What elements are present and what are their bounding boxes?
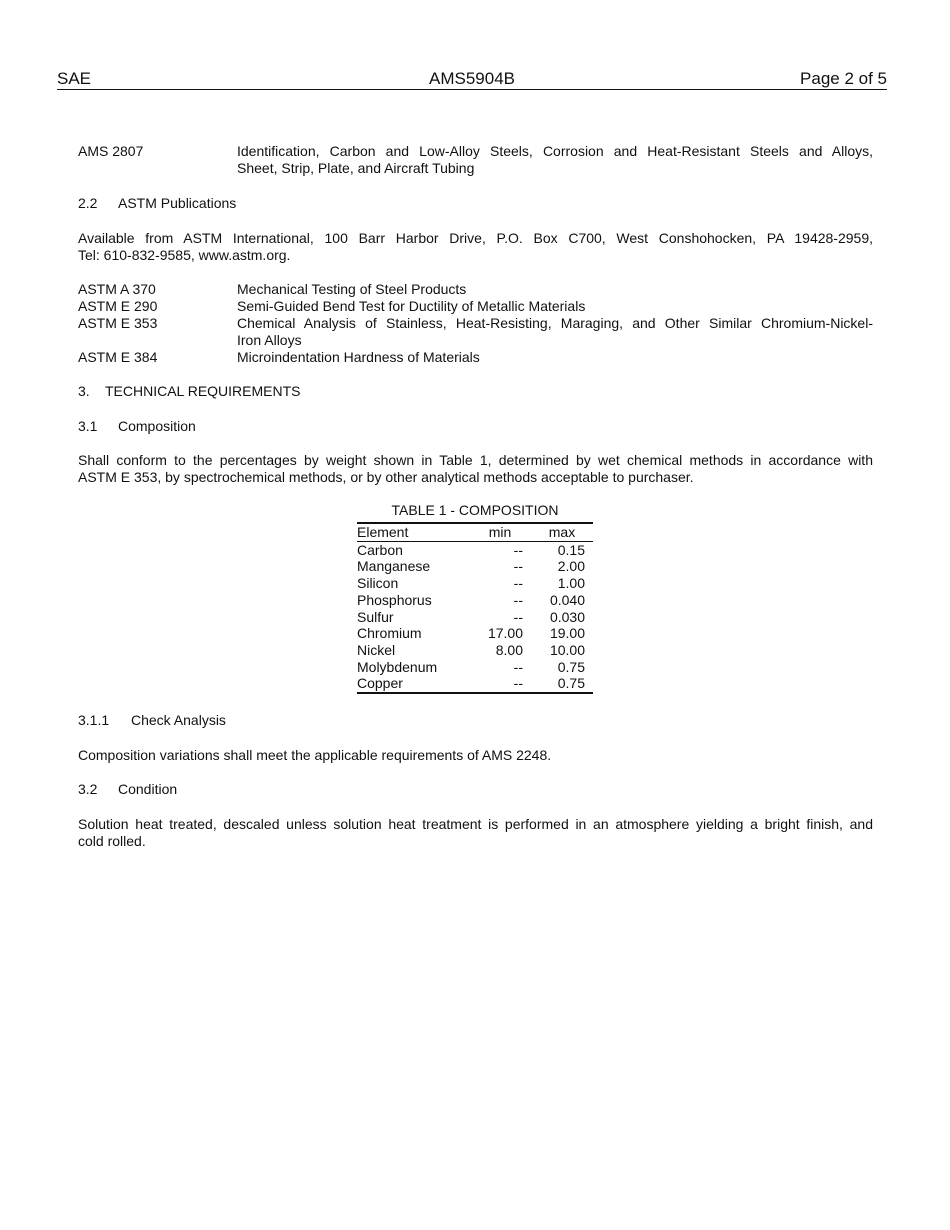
- max-cell: 10.00: [549, 641, 585, 658]
- element-cell: Manganese: [357, 558, 431, 575]
- table-row: [357, 659, 593, 676]
- reference-title-line: Iron Alloys: [237, 332, 302, 348]
- astm-availability: [78, 230, 873, 264]
- max-cell: 2.00: [557, 558, 585, 575]
- section-number: 3.1.1: [78, 712, 110, 728]
- paragraph-line: Shall conform to the percentages by weight shown in Table 1, determined by wet chemical methods in accordance with: [78, 452, 873, 468]
- min-cell: --: [473, 675, 535, 693]
- reference-ams-2807: [78, 143, 873, 179]
- composition-paragraph: [78, 452, 873, 486]
- element-cell: Sulfur: [357, 608, 394, 625]
- reference-code: ASTM E 384: [78, 349, 158, 365]
- min-cell: --: [513, 608, 523, 625]
- paragraph-line: cold rolled.: [78, 833, 146, 849]
- min-cell: 8.00: [495, 641, 523, 658]
- composition-table: [357, 501, 593, 694]
- max-cell: 19.00: [549, 625, 585, 642]
- table-header-row: [357, 524, 593, 541]
- table-row: [357, 642, 593, 659]
- max-cell: 1.00: [557, 575, 585, 592]
- reference-code: ASTM E 290: [78, 298, 158, 314]
- table-grid: [357, 524, 593, 694]
- element-cell: Nickel: [357, 641, 396, 658]
- page-header: [57, 69, 887, 90]
- max-cell: 0.75: [535, 675, 593, 693]
- reference-title-line: Chemical Analysis of Stainless, Heat-Resisting, Maraging, and Other Similar Chromium-Nickel-: [237, 315, 873, 331]
- max-cell: 0.15: [557, 541, 585, 558]
- table-title: TABLE 1 - COMPOSITION: [357, 501, 593, 524]
- section-heading-3: [78, 383, 873, 400]
- section-title: ASTM Publications: [118, 195, 237, 211]
- reference-title: [237, 315, 873, 349]
- table-row: [357, 558, 593, 575]
- element-cell: Copper: [357, 675, 473, 693]
- availability-line: Available from ASTM International, 100 Barr Harbor Drive, P.O. Box C700, West Conshohocken, PA 19428-2959,: [78, 230, 873, 246]
- min-cell: --: [513, 658, 523, 675]
- paragraph-line: Composition variations shall meet the applicable requirements of AMS 2248.: [78, 747, 552, 763]
- min-cell: 17.00: [487, 625, 523, 642]
- element-cell: Silicon: [357, 575, 399, 592]
- table-row: [357, 575, 593, 592]
- section-title: Composition: [118, 418, 196, 434]
- min-cell: --: [513, 575, 523, 592]
- element-cell: Phosphorus: [357, 591, 432, 608]
- min-cell: --: [513, 558, 523, 575]
- table-row: [357, 609, 593, 626]
- header-page-number: Page 2 of 5: [800, 69, 887, 88]
- reference-title: Semi-Guided Bend Test for Ductility of Metallic Materials: [237, 298, 586, 314]
- section-title: Check Analysis: [131, 712, 226, 728]
- reference-code: ASTM E 353: [78, 315, 158, 331]
- table-row: [357, 675, 593, 693]
- section-number: 2.2: [78, 195, 98, 211]
- reference-code: AMS 2807: [78, 143, 144, 159]
- element-cell: Carbon: [357, 541, 403, 558]
- header-doc-number: AMS5904B: [429, 69, 515, 88]
- section-heading-3-1-1: [78, 712, 873, 729]
- column-header-element: Element: [357, 524, 473, 541]
- section-heading-3-2: [78, 781, 873, 798]
- table-row: [357, 625, 593, 642]
- max-cell: 0.030: [549, 608, 585, 625]
- column-header-min: min: [473, 524, 535, 541]
- check-analysis-paragraph: [78, 747, 873, 764]
- element-cell: Molybdenum: [357, 658, 438, 675]
- section-heading-2-2: [78, 195, 873, 212]
- reference-code: ASTM A 370: [78, 281, 156, 297]
- condition-paragraph: [78, 816, 873, 850]
- section-heading-3-1: [78, 418, 873, 435]
- table-row: [357, 541, 593, 558]
- table-row: [357, 592, 593, 609]
- min-cell: --: [513, 541, 523, 558]
- reference-title: Microindentation Hardness of Materials: [237, 349, 480, 365]
- section-number: 3.2: [78, 781, 98, 797]
- section-number: 3.: [78, 383, 90, 399]
- section-title: TECHNICAL REQUIREMENTS: [105, 383, 301, 399]
- paragraph-line: ASTM E 353, by spectrochemical methods, or by other analytical methods acceptable to purchaser.: [78, 469, 694, 485]
- max-cell: 0.75: [557, 658, 585, 675]
- min-cell: --: [513, 591, 523, 608]
- reference-title: Mechanical Testing of Steel Products: [237, 281, 467, 297]
- availability-line: Tel: 610-832-9585, www.astm.org.: [78, 247, 291, 263]
- reference-title-line: Identification, Carbon and Low-Alloy Steels, Corrosion and Heat-Resistant Steels and Alloys,: [237, 143, 873, 159]
- element-cell: Chromium: [357, 625, 422, 642]
- reference-title-line: Sheet, Strip, Plate, and Aircraft Tubing: [237, 160, 475, 176]
- reference-title: [237, 143, 873, 177]
- section-number: 3.1: [78, 418, 98, 434]
- section-title: Condition: [118, 781, 178, 797]
- column-header-max: max: [535, 524, 593, 541]
- max-cell: 0.040: [549, 591, 585, 608]
- paragraph-line: Solution heat treated, descaled unless solution heat treatment is performed in an atmosphere yielding a bright finish, and: [78, 816, 873, 832]
- header-org: SAE: [57, 69, 92, 88]
